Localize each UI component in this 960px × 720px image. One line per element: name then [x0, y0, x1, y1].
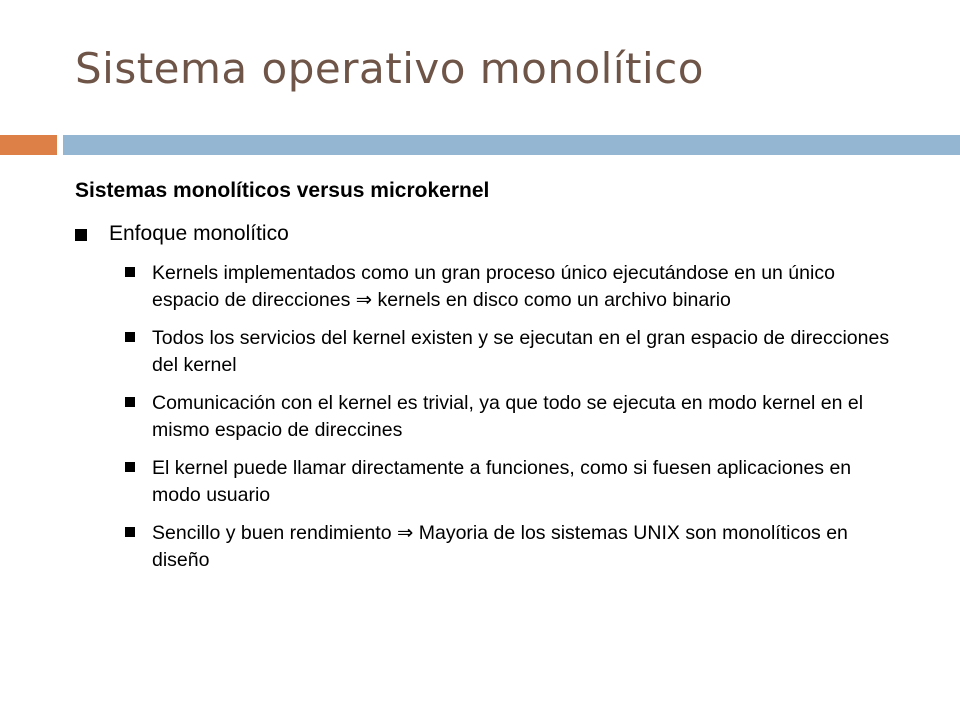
square-bullet-icon	[125, 397, 135, 407]
list-item-text: El kernel puede llamar directamente a funciones, como si fuesen aplicaciones en modo usuario	[152, 457, 852, 506]
list-item	[125, 520, 905, 574]
bullet-level1	[75, 222, 289, 246]
list-item	[125, 390, 905, 444]
accent-bar-orange	[0, 135, 57, 155]
list-item-text: Comunicación con el kernel es trivial, ya que todo se ejecuta en modo kernel en el mismo espacio de direccines	[152, 392, 864, 441]
bullet-level1-text: Enfoque monolítico	[109, 222, 289, 245]
square-bullet-icon	[75, 229, 87, 241]
square-bullet-icon	[125, 332, 135, 342]
list-item-text: Sencillo y buen rendimiento ⇒ Mayoria de los sistemas UNIX son monolíticos en diseño	[152, 522, 848, 571]
list-item-text: Kernels implementados como un gran proceso único ejecutándose en un único espacio de direcciones ⇒ kernels en disco como un archivo binario	[152, 262, 835, 311]
slide-subtitle: Sistemas monolíticos versus microkernel	[75, 179, 490, 202]
square-bullet-icon	[125, 462, 135, 472]
square-bullet-icon	[125, 267, 135, 277]
accent-bar-blue	[63, 135, 960, 155]
list-item	[125, 325, 905, 379]
bullet-list	[125, 260, 905, 585]
list-item-text: Todos los servicios del kernel existen y se ejecutan en el gran espacio de direcciones del kernel	[152, 327, 890, 376]
square-bullet-icon	[125, 527, 135, 537]
list-item	[125, 455, 905, 509]
slide-title: Sistema operativo monolítico	[75, 44, 704, 93]
list-item	[125, 260, 905, 314]
